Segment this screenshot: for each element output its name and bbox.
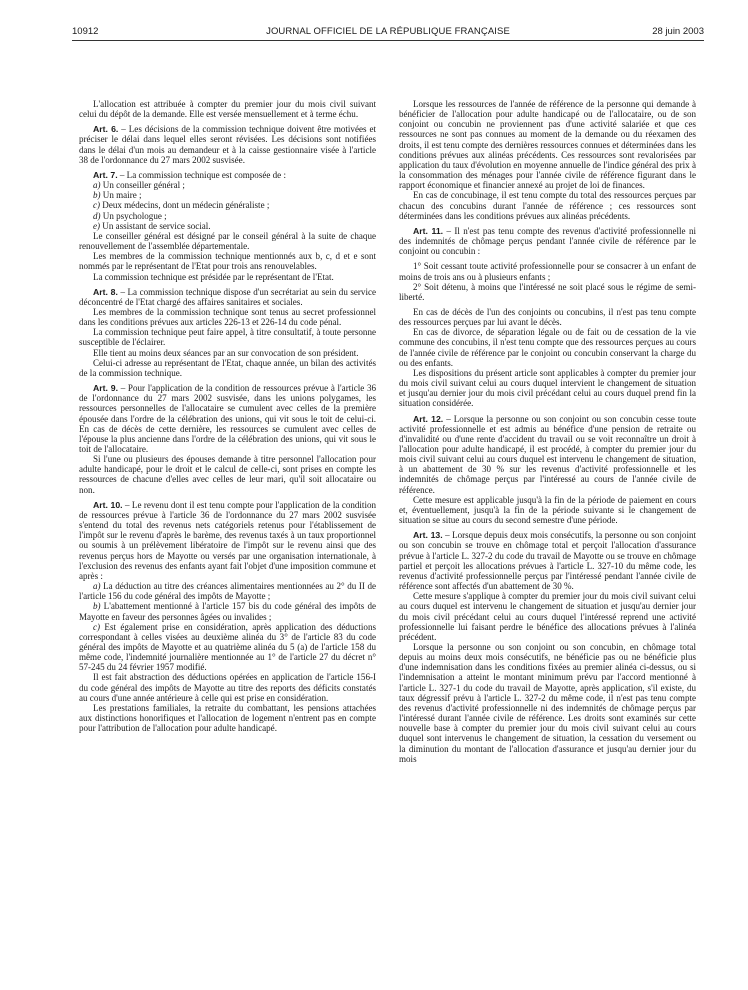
article-paragraph xyxy=(79,287,376,307)
article-label: Art. 10. xyxy=(93,499,123,510)
article-paragraph xyxy=(79,170,376,180)
enumeration-item xyxy=(79,221,376,231)
article-text: – La commission technique dispose d'un secrétariat au sein du service déconcentré de l'Etat chargé des affaires sanitaires et sociales. xyxy=(79,286,377,307)
enumeration-text: L'abattement mentionné à l'article 157 bis du code général des impôts de Mayotte en faveur des personnes âgées ou invalides ; xyxy=(79,601,376,622)
enumeration-marker: c) xyxy=(93,200,101,211)
enumeration-text: Un maire ; xyxy=(100,190,142,201)
article-text: – Les décisions de la commission technique doivent être motivées et préciser le délai dans lequel elles seront révisées. Les décisions sont notifiées dans le délai d'un mois au demandeur et à la caisse gestionnaire visée à l'article 38 de l'ordonnance du 27 mars 2002 susvisée. xyxy=(79,124,377,165)
article-label: Art. 13. xyxy=(413,530,443,541)
enumeration-item xyxy=(79,200,376,210)
enumeration-marker: e) xyxy=(93,220,101,231)
body-paragraph: La commission technique peut faire appel, à titre consultatif, à toute personne susceptible de l'éclairer. xyxy=(79,327,376,348)
article-label: Art. 8. xyxy=(93,286,118,297)
enumeration-marker: a) xyxy=(93,581,101,592)
journal-title: JOURNAL OFFICIEL DE LA RÉPUBLIQUE FRANÇAISE xyxy=(266,26,510,37)
page-header xyxy=(72,26,704,38)
article-paragraph xyxy=(79,124,376,165)
enumeration-item xyxy=(79,601,376,621)
article-text: – Il n'est pas tenu compte des revenus d'activité professionnelle ni des indemnités de chômage perçus pendant l'année civile de référence par le conjoint ou concubin : xyxy=(399,225,696,257)
body-paragraph: Cette mesure s'applique à compter du premier jour du mois civil suivant celui au cours duquel est intervenu le changement de situation et jusqu'au dernier jour du mois civil précédant celui au cours duquel l'intéressé reprend une activité professionnelle lui faisant perdre le bénéfice des allocations prévues à l'alinéa précédent. xyxy=(399,591,696,642)
body-paragraph: Les dispositions du présent article sont applicables à compter du premier jour du mois civil suivant celui au cours duquel intervient le changement de situation et jusqu'au dernier jour du mois civil précédant celui au cours duquel prend fin la situation considérée. xyxy=(399,367,696,409)
article-text: – La commission technique est composée de : xyxy=(117,169,286,180)
enumeration-marker: a) xyxy=(93,180,101,191)
enumeration-item xyxy=(79,190,376,200)
left-text-column xyxy=(79,99,376,733)
body-paragraph: Lorsque la personne ou son conjoint ou son concubin, en chômage total depuis au moins deux mois consécutifs, ne bénéficie pas ou ne bénéficie plus d'une indemnisation dans les conditions fixées au premier alinéa ci-dessus, ou si l'indemnisation a atteint le montant minimum prévu par l'accord mentionné à l'article L. 327-1 du code du travail de Mayotte, après application, s'il existe, du taux dégressif prévu à l'article L. 327-2 du même code, il n'est pas tenu compte des revenus d'activité professionnelle ni des indemnités de chômage perçus par l'intéressé durant l'année civile de référence. Les droits sont examinés sur cette nouvelle base à compter du premier jour du mois civil suivant celui au cours duquel sont intervenus le changement de situation, la cessation du versement ou la diminution du montant de l'allocation d'assurance et jusqu'au dernier jour du mois xyxy=(399,641,696,764)
enumeration-marker: c) xyxy=(93,621,101,632)
body-paragraph: Elle tient au moins deux séances par an sur convocation de son président. xyxy=(93,347,359,358)
article-text: – Lorsque la personne ou son conjoint ou son concubin cesse toute activité professionnelle et est admis au bénéfice d'une pension de retraite ou d'invalidité ou d'une rente d'accident du travail ou se voit reconnaître un droit à l'allocation pour adulte handicapé, il est procédé, à compter du premier jour du mois civil suivant celui au cours duquel est intervenu le changement de situation, à un abattement de 30 % sur les revenus d'activité professionnelle et les indemnités de chômage perçus par l'intéressé au cours de l'année civile de référence. xyxy=(399,413,697,495)
article-text: – Pour l'application de la condition de ressources prévue à l'article 36 de l'ordonnance du 27 mars 2002 susvisée, dans les unions polygames, les ressources personnelles de l'allocataire se cumulent avec celles de la première épousée dans l'ordre de la célébration des unions, qui vit sous le toit de celui-ci. En cas de décès de cette dernière, les ressources se cumulent avec celles de l'épouse la plus ancienne dans l'ordre de la célébration des unions, qui vit sous le toit de l'allocataire. xyxy=(79,383,376,454)
body-paragraph: Les membres de la commission technique mentionnés aux b, c, d et e sont nommés par le représentant de l'Etat pour trois ans renouvelables. xyxy=(79,251,376,272)
body-paragraph: L'allocation est attribuée à compter du premier jour du mois civil suivant celui du dépôt de la demande. Elle est versée mensuellement et à terme échu. xyxy=(79,99,376,120)
article-paragraph xyxy=(399,414,696,495)
enumeration-text: Est également prise en considération, après application des déductions correspondant à celles visées au deuxième alinéa du 3° de l'article 83 du code général des impôts de Mayotte et au quatrième alinéa du 5 (a) de l'article 158 du même code, l'indemnité journalière mentionnée au 1° de l'article 27 du décret n° 57-245 du 24 février 1957 modifié. xyxy=(79,621,376,673)
enumeration-item xyxy=(79,180,376,190)
publication-date: 28 juin 2003 xyxy=(652,26,704,37)
body-paragraph: Cette mesure est applicable jusqu'à la fin de la période de paiement en cours et, éventuellement, jusqu'à la fin de la période suivante si le changement de situation se situe au cours du second semestre d'une période. xyxy=(399,494,696,526)
article-paragraph xyxy=(79,500,376,581)
body-paragraph: 1° Soit cessant toute activité professionnelle pour se consacrer à un enfant de moins de trois ans ou à plusieurs enfants ; xyxy=(399,261,696,282)
body-paragraph: En cas de divorce, de séparation légale ou de fait ou de cessation de la vie commune des concubins, il n'est tenu compte que des ressources perçues au cours de l'année civile de référence par le conjoint ou concubin conservant la charge du ou des enfants. xyxy=(399,327,696,368)
body-paragraph: La commission technique est présidée par le représentant de l'Etat. xyxy=(93,271,334,282)
article-label: Art. 11. xyxy=(413,225,444,236)
body-paragraph: Celui-ci adresse au représentant de l'Etat, chaque année, un bilan des activités de la commission technique. xyxy=(79,357,376,378)
page-number: 10912 xyxy=(72,26,99,37)
body-paragraph: Lorsque les ressources de l'année de référence de la personne qui demande à bénéficier de l'allocation pour adulte handicapé ou de l'allocataire, ou de son conjoint ou concubin ne proviennent pas d'une activité salariée et que ces ressources ne sont pas connues au moment de la demande ou du réexamen des droits, il est tenu compte des dernières ressources connues et déterminées dans les conditions prévues aux alinéas précédents. Ces ressources sont revalorisées par application du taux d'évolution en moyenne annuelle de l'indice général des prix à la consommation des ménages pour l'année civile de référence figurant dans le rapport économique et financier annexé au projet de loi de finances. xyxy=(399,99,696,191)
article-paragraph xyxy=(399,226,696,256)
article-label: Art. 7. xyxy=(93,169,118,180)
enumeration-text: Un conseiller général ; xyxy=(100,180,185,191)
enumeration-marker: d) xyxy=(93,210,101,221)
body-paragraph: En cas de concubinage, il est tenu compte du total des ressources perçues par chacun des concubins durant l'année de référence ; ces ressources sont déterminées dans les conditions prévues aux alinéas précédents. xyxy=(399,190,696,221)
enumeration-text: La déduction au titre des créances alimentaires mentionnées au 2° du II de l'article 156 du code général des impôts de Mayotte ; xyxy=(79,581,376,602)
article-label: Art. 12. xyxy=(413,413,444,424)
body-paragraph: Il est fait abstraction des déductions opérées en application de l'article 156-I du code général des impôts de Mayotte au titre des reports des déficits constatés au cours d'une année antérieure à celle qui est prise en considération. xyxy=(79,672,376,703)
body-paragraph: Le conseiller général est désigné par le conseil général à la suite de chaque renouvellement de l'assemblée départementale. xyxy=(79,230,376,252)
enumeration-text: Deux médecins, dont un médecin généraliste ; xyxy=(100,200,270,211)
enumeration-marker: b) xyxy=(93,190,101,201)
body-paragraph: Les prestations familiales, la retraite du combattant, les pensions attachées aux distinctions honorifiques et l'allocation de logement n'entrent pas en compte pour l'attribution de l'allocation pour adulte handicapé. xyxy=(79,702,376,734)
article-text: – Le revenu dont il est tenu compte pour l'application de la condition de ressources prévue à l'article 36 de l'ordonnance du 27 mars 2002 susvisée s'entend du total des revenus nets catégoriels retenus pour l'établissement de l'impôt sur le revenu d'après le barème, des revenus taxés à un taux proportionnel ou soumis à un prélèvement libératoire de l'impôt sur le revenu ainsi que des revenus perçus hors de Mayotte ou versés par une organisation internationale, à l'exclusion des revenus des enfants ayant fait l'objet d'une imposition commune et après : xyxy=(79,499,377,581)
enumeration-item xyxy=(79,581,376,601)
article-paragraph xyxy=(399,530,696,591)
body-paragraph: En cas de décès de l'un des conjoints ou concubins, il n'est pas tenu compte des ressources perçues par lui avant le décès. xyxy=(399,306,696,328)
article-paragraph xyxy=(79,383,376,454)
body-paragraph: Les membres de la commission technique sont tenus au secret professionnel dans les conditions prévues aux articles 226-13 et 226-14 du code pénal. xyxy=(79,306,376,328)
enumeration-item xyxy=(79,622,376,673)
article-label: Art. 9. xyxy=(93,383,119,394)
enumeration-marker: b) xyxy=(93,601,101,612)
body-paragraph: 2° Soit détenu, à moins que l'intéressé ne soit placé sous le régime de semi-liberté. xyxy=(399,281,696,302)
article-text: – Lorsque depuis deux mois consécutifs, la personne ou son conjoint ou son concubin se trouve en chômage total et perçoit l'allocation d'assurance prévue à l'article L. 327-2 du code du travail de Mayotte ou se trouve en chômage partiel et perçoit les allocations prévues à l'article L. 327-10 du même code, les revenus d'activité professionnelle perçus par l'intéressé pendant l'année civile de référence sont affectés d'un abattement de 30 %. xyxy=(399,530,697,592)
body-paragraph: Si l'une ou plusieurs des épouses demande à titre personnel l'allocation pour adulte handicapé, pour le droit et le calcul de celle-ci, sont prises en compte les ressources de chacune d'elles avec celles de leur mari, qu'il soit allocataire ou non. xyxy=(79,454,376,495)
enumeration-item xyxy=(79,211,376,221)
header-rule xyxy=(72,40,704,41)
right-text-column xyxy=(399,99,696,764)
enumeration-text: Un psychologue ; xyxy=(100,210,167,221)
enumeration-text: Un assistant de service social. xyxy=(100,220,211,231)
article-label: Art. 6. xyxy=(93,124,119,135)
